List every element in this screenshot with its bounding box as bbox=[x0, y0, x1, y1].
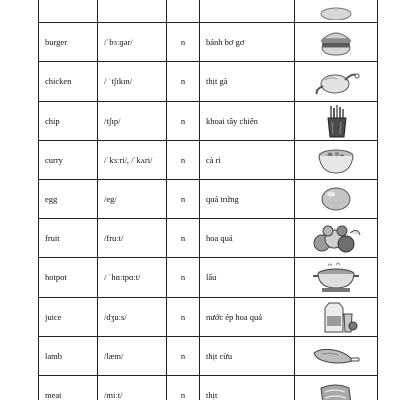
table-row bbox=[39, 140, 378, 179]
table-row bbox=[39, 375, 378, 400]
part-of-speech-cell: n bbox=[167, 62, 200, 101]
fruit-pile-icon bbox=[306, 221, 366, 255]
word-cell: chip bbox=[39, 101, 98, 140]
meaning-cell: cà ri bbox=[200, 140, 295, 179]
table-row bbox=[39, 0, 378, 23]
burger-icon bbox=[311, 25, 361, 59]
part-of-speech-cell bbox=[167, 0, 200, 23]
egg-icon bbox=[311, 182, 361, 216]
word-cell: fruit bbox=[39, 219, 98, 258]
ipa-cell: /tʃɪp/ bbox=[98, 101, 167, 140]
partial-food-icon bbox=[311, 0, 361, 20]
table-row bbox=[39, 179, 378, 218]
part-of-speech-cell: n bbox=[167, 297, 200, 336]
image-cell bbox=[295, 140, 378, 179]
word-cell: hotpot bbox=[39, 258, 98, 297]
table-row bbox=[39, 297, 378, 336]
ipa-cell: /ˈbɜːɡər/ bbox=[98, 23, 167, 62]
word-cell: egg bbox=[39, 179, 98, 218]
table-row bbox=[39, 62, 378, 101]
part-of-speech-cell: n bbox=[167, 140, 200, 179]
image-cell bbox=[295, 0, 378, 23]
meaning-cell: thịt gà bbox=[200, 62, 295, 101]
meaning-cell: khoai tây chiên bbox=[200, 101, 295, 140]
part-of-speech-cell: n bbox=[167, 101, 200, 140]
part-of-speech-cell: n bbox=[167, 375, 200, 400]
image-cell bbox=[295, 219, 378, 258]
ipa-cell: /læm/ bbox=[98, 336, 167, 375]
ipa-cell: / ˈhɑːtpɑːt/ bbox=[98, 258, 167, 297]
image-cell bbox=[295, 101, 378, 140]
ipa-cell: /dʒuːs/ bbox=[98, 297, 167, 336]
meaning-cell: lẩu bbox=[200, 258, 295, 297]
image-cell bbox=[295, 179, 378, 218]
part-of-speech-cell: n bbox=[167, 179, 200, 218]
ipa-cell: /fruːt/ bbox=[98, 219, 167, 258]
vocabulary-table bbox=[38, 0, 378, 400]
fries-icon bbox=[311, 104, 361, 138]
word-cell bbox=[39, 0, 98, 23]
meaning-cell: nước ép hoa quả bbox=[200, 297, 295, 336]
ipa-cell: /ˈkɜːri/, /ˈkʌri/ bbox=[98, 140, 167, 179]
juice-icon bbox=[311, 300, 361, 334]
image-cell bbox=[295, 23, 378, 62]
table-row bbox=[39, 23, 378, 62]
meaning-cell: quả trứng bbox=[200, 179, 295, 218]
ipa-cell: /eg/ bbox=[98, 179, 167, 218]
hotpot-icon bbox=[308, 260, 364, 294]
table-row bbox=[39, 258, 378, 297]
curry-bowl-icon bbox=[311, 143, 361, 177]
meaning-cell: bánh bơ gơ bbox=[200, 23, 295, 62]
image-cell bbox=[295, 258, 378, 297]
image-cell bbox=[295, 336, 378, 375]
ipa-cell: / ˈtʃɪkɪn/ bbox=[98, 62, 167, 101]
meaning-cell: thịt bbox=[200, 375, 295, 400]
word-cell: chicken bbox=[39, 62, 98, 101]
image-cell bbox=[295, 375, 378, 400]
ipa-cell: /miːt/ bbox=[98, 375, 167, 400]
meat-slab-icon bbox=[311, 378, 361, 400]
word-cell: lamb bbox=[39, 336, 98, 375]
meaning-cell: hoa quả bbox=[200, 219, 295, 258]
image-cell bbox=[295, 62, 378, 101]
ipa-cell bbox=[98, 0, 167, 23]
part-of-speech-cell: n bbox=[167, 23, 200, 62]
word-cell: juice bbox=[39, 297, 98, 336]
image-cell bbox=[295, 297, 378, 336]
word-cell: curry bbox=[39, 140, 98, 179]
meaning-cell bbox=[200, 0, 295, 23]
word-cell: burger bbox=[39, 23, 98, 62]
lamb-leg-icon bbox=[308, 339, 364, 373]
part-of-speech-cell: n bbox=[167, 336, 200, 375]
table-row bbox=[39, 336, 378, 375]
table-row bbox=[39, 101, 378, 140]
part-of-speech-cell: n bbox=[167, 258, 200, 297]
table-row bbox=[39, 219, 378, 258]
meaning-cell: thịt cừu bbox=[200, 336, 295, 375]
part-of-speech-cell: n bbox=[167, 219, 200, 258]
roast-chicken-icon bbox=[311, 64, 361, 98]
word-cell: meat bbox=[39, 375, 98, 400]
